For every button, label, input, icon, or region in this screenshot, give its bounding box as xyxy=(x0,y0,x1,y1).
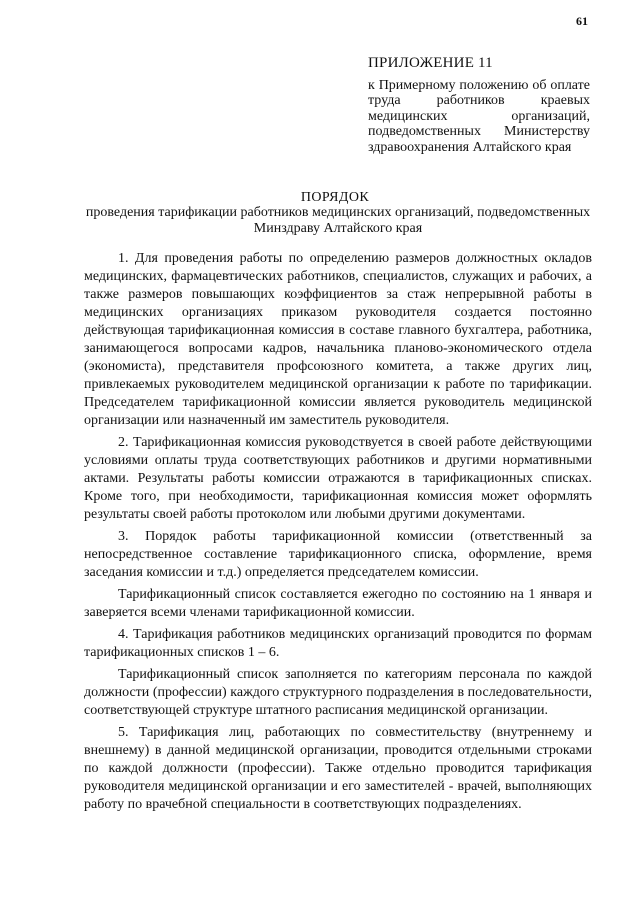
paragraph: 4. Тарификация работников медицинских организаций проводится по формам тарификационных списков 1 – 6. xyxy=(84,627,592,660)
page-number: 61 xyxy=(576,14,588,28)
appendix-header xyxy=(368,56,590,155)
document-body xyxy=(84,250,592,818)
document-title: ПОРЯДОК xyxy=(300,190,370,205)
appendix-text: к Примерному положению об оплате труда работников краевых медицинских организаций, подведомственных Министерству здравоохранения Алтайского края xyxy=(368,77,590,155)
paragraph: Тарификационный список составляется ежегодно по состоянию на 1 января и заверяется всеми членами тарификационной комиссии. xyxy=(84,587,592,620)
document-subtitle: проведения тарификации работников медицинских организаций, подведомственных Минздраву Алтайского края xyxy=(85,205,591,236)
paragraph: Тарификационный список заполняется по категориям персонала по каждой должности (профессии) каждого структурного подразделения в последовательности, соответствующей структуре штатного расписания медицинской организации. xyxy=(84,667,592,718)
paragraph: 3. Порядок работы тарификационной комиссии (ответственный за непосредственное составление тарификационного списка, оформление, время заседания комиссии и т.д.) определяется председателем комиссии. xyxy=(84,529,592,580)
paragraph: 2. Тарификационная комиссия руководствуется в своей работе действующими условиями оплаты труда соответствующих работников и другими нормативными актами. Результаты работы комиссии отражаются в тарификационных списках. Кроме того, при необходимости, тарификационная комиссия может оформлять результаты своей работы протоколом или любыми другими документами. xyxy=(84,435,592,522)
appendix-title: ПРИЛОЖЕНИЕ 11 xyxy=(368,55,493,71)
paragraph: 1. Для проведения работы по определению размеров должностных окладов медицинских, фармацевтических работников, специалистов, служащих и рабочих, а также размеров повышающих коэффициентов за стаж непрерывной работы в медицинских организациях приказом руководителя создается постоянно действующая тарификационная комиссия в составе главного бухгалтера, работника, занимающегося вопросами кадров, начальника планово-экономического отдела (экономиста), представителя профсоюзного комитета, а также других лиц, привлекаемых руководителем медицинской организации к работе по тарификации. Председателем тарификационной комиссии является руководитель медицинской организации или назначенный им заместитель руководителя. xyxy=(84,251,592,428)
paragraph: 5. Тарификация лиц, работающих по совместительству (внутреннему и внешнему) в данной медицинской организации, проводится отдельными строками по каждой должности (профессии). Также отдельно проводится тарификация руководителя медицинской организации и его заместителей - врачей, выполняющих работу по врачебной специальности в соответствующих подразделениях. xyxy=(84,725,592,812)
